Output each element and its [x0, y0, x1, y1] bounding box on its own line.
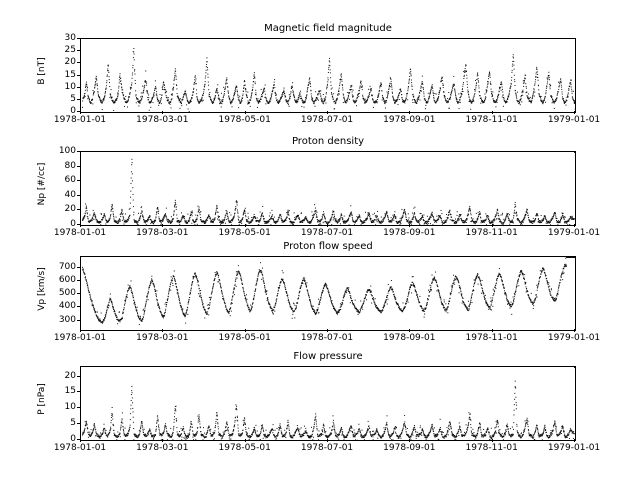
x-tick-mark [80, 111, 81, 114]
y-tick-mark [77, 280, 80, 281]
x-tick-label: 1978-01-01 [53, 115, 107, 125]
panel-magnetic-field [37, 23, 601, 125]
x-tick-mark [574, 224, 575, 227]
y-tick-mark [77, 180, 80, 181]
x-tick-label: 1978-11-01 [465, 115, 518, 125]
y-tick-label: 0 [70, 434, 76, 444]
panel-title-proton-density: Proton density [291, 136, 365, 147]
x-tick-label: 1979-01-01 [547, 115, 601, 125]
x-tick-label: 1978-11-01 [465, 443, 518, 453]
panel-title-proton-flow-speed: Proton flow speed [283, 241, 373, 252]
plot-area-flow-pressure [80, 366, 576, 441]
y-tick-label: 30 [64, 33, 76, 43]
x-tick-label: 1978-01-01 [53, 443, 107, 453]
x-tick-mark [327, 111, 328, 114]
y-tick-mark [77, 293, 80, 294]
x-tick-label: 1978-05-01 [218, 443, 271, 453]
y-tick-label: 10 [64, 81, 76, 92]
y-tick-mark [77, 99, 80, 100]
x-tick-label: 1978-03-01 [136, 443, 189, 453]
x-tick-label: 1978-03-01 [136, 228, 189, 238]
y-tick-label: 600 [58, 274, 76, 285]
y-tick-mark [77, 267, 80, 268]
y-tick-label: 400 [58, 301, 76, 312]
x-tick-mark [327, 439, 328, 442]
x-tick-label: 1978-05-01 [218, 228, 271, 238]
y-tick-label: 60 [64, 175, 76, 186]
data-series-points [81, 367, 575, 440]
y-tick-label: 5 [70, 93, 76, 104]
x-tick-mark [80, 329, 81, 332]
ylabel-magnetic-field: B [nT] [37, 57, 47, 85]
data-series-points [81, 257, 575, 330]
y-tick-mark [77, 151, 80, 152]
y-tick-mark [77, 209, 80, 210]
x-tick-mark [409, 329, 410, 332]
y-tick-mark [77, 50, 80, 51]
y-tick-label: 0 [70, 219, 76, 229]
x-tick-mark [574, 439, 575, 442]
x-tick-mark [80, 224, 81, 227]
plot-area-proton-flow-speed [80, 256, 576, 331]
x-tick-label: 1979-01-01 [547, 228, 601, 238]
y-tick-label: 500 [58, 288, 76, 299]
y-tick-mark [77, 407, 80, 408]
y-tick-mark [77, 38, 80, 39]
x-tick-mark [492, 224, 493, 227]
y-tick-label: 20 [64, 204, 76, 215]
x-tick-label: 1978-07-01 [300, 333, 354, 343]
x-tick-label: 1978-03-01 [136, 333, 189, 343]
y-tick-mark [77, 62, 80, 63]
y-tick-label: 0 [70, 106, 76, 116]
data-series-points [81, 152, 575, 225]
y-tick-label: 100 [58, 146, 76, 156]
x-tick-label: 1979-01-01 [547, 333, 601, 343]
x-tick-label: 1978-09-01 [383, 115, 436, 125]
x-tick-mark [492, 439, 493, 442]
x-tick-label: 1978-07-01 [300, 228, 354, 238]
x-tick-mark [327, 329, 328, 332]
panel-title-flow-pressure: Flow pressure [293, 351, 363, 362]
ylabel-flow-pressure: P [nPa] [37, 383, 47, 415]
y-tick-mark [77, 423, 80, 424]
y-tick-label: 20 [64, 57, 76, 68]
plot-area-proton-density [80, 151, 576, 226]
y-tick-mark [77, 320, 80, 321]
panel-title-magnetic-field: Magnetic field magnitude [264, 23, 392, 34]
x-tick-label: 1978-09-01 [383, 228, 436, 238]
x-tick-label: 1978-03-01 [136, 115, 189, 125]
y-tick-mark [77, 166, 80, 167]
y-tick-label: 40 [64, 189, 76, 200]
x-tick-mark [162, 439, 163, 442]
x-tick-label: 1978-11-01 [465, 228, 518, 238]
x-tick-mark [574, 111, 575, 114]
y-tick-label: 15 [64, 69, 76, 80]
ylabel-proton-flow-speed: Vp [km/s] [37, 267, 47, 311]
panel-proton-flow-speed [37, 241, 601, 343]
data-series-points [81, 39, 575, 112]
x-tick-label: 1978-01-01 [53, 333, 107, 343]
x-tick-label: 1978-11-01 [465, 333, 518, 343]
x-tick-mark [162, 224, 163, 227]
y-tick-mark [77, 306, 80, 307]
x-tick-mark [327, 224, 328, 227]
y-tick-label: 300 [58, 314, 76, 325]
y-tick-label: 20 [64, 370, 76, 381]
ylabel-proton-density: Np [#/cc] [37, 162, 47, 206]
y-tick-mark [77, 75, 80, 76]
y-tick-label: 700 [58, 261, 76, 272]
y-tick-label: 25 [64, 45, 76, 56]
x-tick-mark [245, 439, 246, 442]
y-tick-label: 10 [64, 402, 76, 413]
x-tick-label: 1978-07-01 [300, 443, 354, 453]
x-tick-mark [162, 329, 163, 332]
y-tick-mark [77, 391, 80, 392]
x-tick-label: 1978-01-01 [53, 228, 107, 238]
x-tick-mark [245, 329, 246, 332]
x-tick-label: 1978-05-01 [218, 333, 271, 343]
x-tick-mark [492, 111, 493, 114]
y-tick-mark [77, 376, 80, 377]
x-tick-mark [162, 111, 163, 114]
x-tick-mark [409, 111, 410, 114]
x-tick-label: 1978-09-01 [383, 443, 436, 453]
plot-area-magnetic-field [80, 38, 576, 113]
x-tick-mark [574, 329, 575, 332]
panel-flow-pressure [37, 351, 601, 453]
x-tick-label: 1979-01-01 [547, 443, 601, 453]
x-tick-mark [492, 329, 493, 332]
panel-proton-density [37, 136, 601, 238]
y-tick-label: 15 [64, 386, 76, 397]
x-tick-mark [245, 111, 246, 114]
x-tick-label: 1978-07-01 [300, 115, 354, 125]
x-tick-mark [409, 224, 410, 227]
y-tick-label: 80 [64, 160, 76, 171]
y-tick-mark [77, 195, 80, 196]
y-tick-mark [77, 87, 80, 88]
x-tick-label: 1978-09-01 [383, 333, 436, 343]
y-tick-label: 5 [70, 418, 76, 429]
x-tick-mark [80, 439, 81, 442]
x-tick-mark [245, 224, 246, 227]
x-tick-label: 1978-05-01 [218, 115, 271, 125]
x-tick-mark [409, 439, 410, 442]
